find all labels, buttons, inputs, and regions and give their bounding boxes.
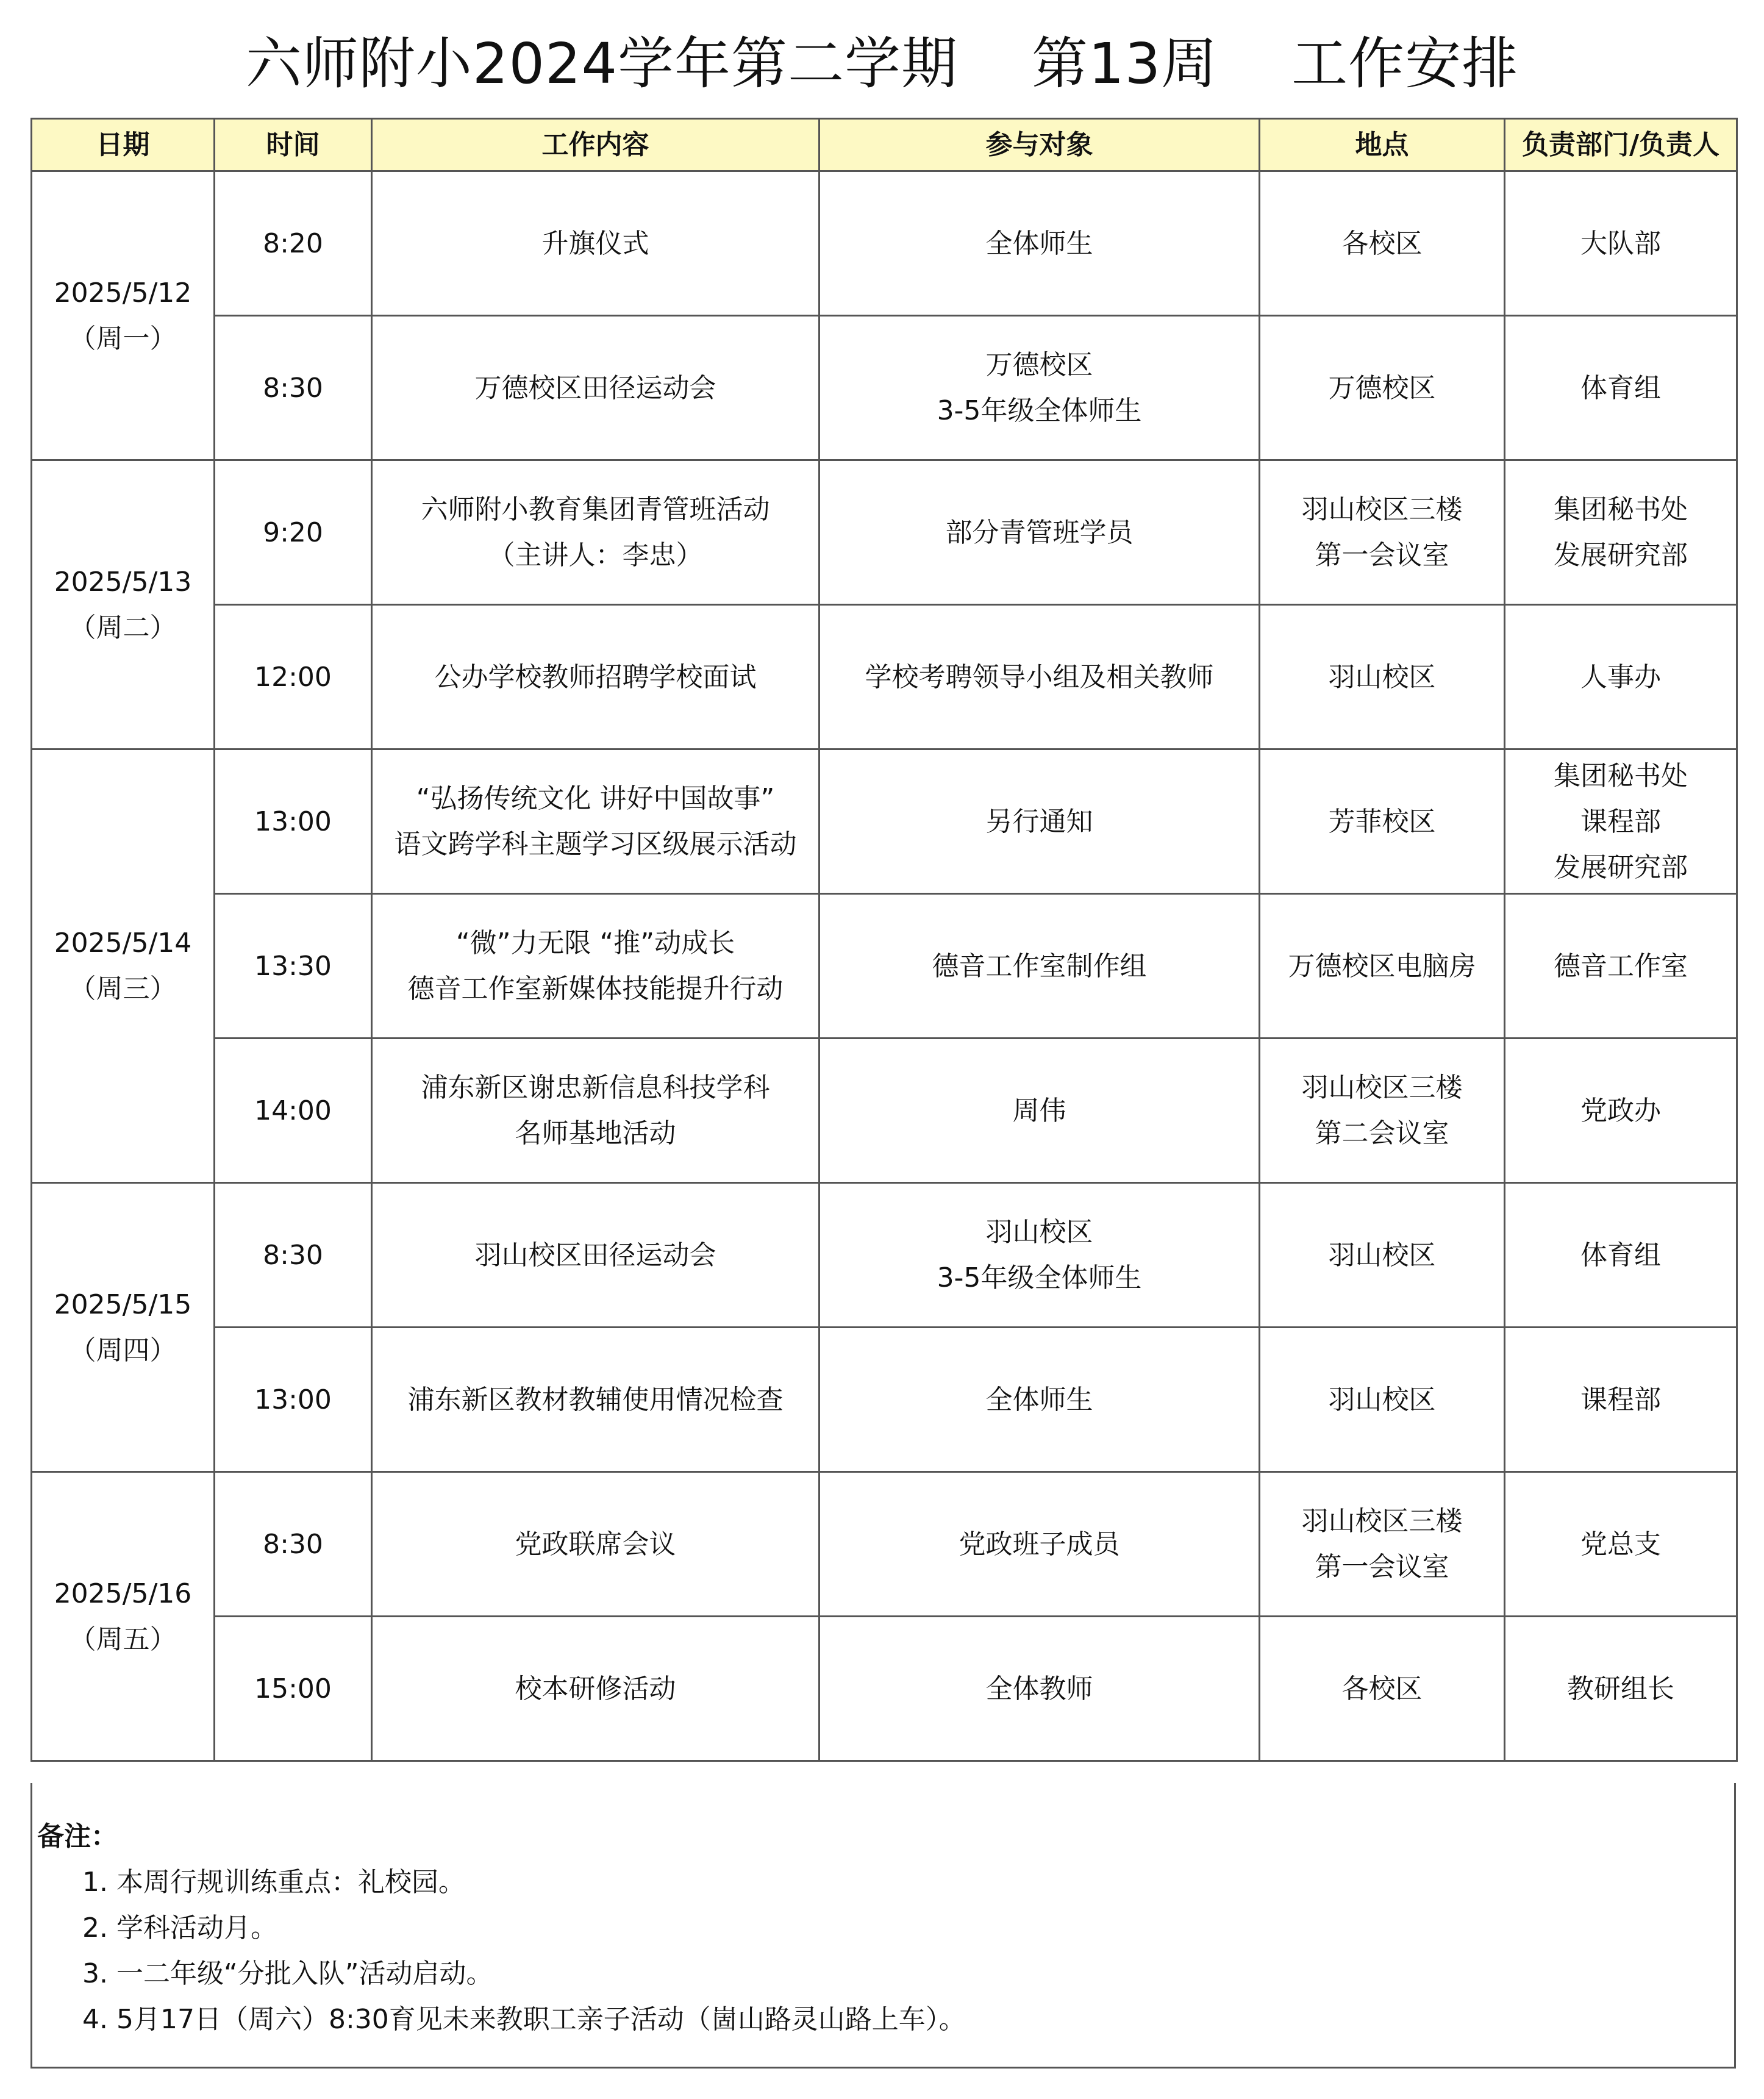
content-cell: 公办学校教师招聘学校面试 bbox=[372, 605, 820, 749]
location-cell: 各校区 bbox=[1260, 171, 1505, 316]
content-cell: 浦东新区谢忠新信息科技学科 名师基地活动 bbox=[372, 1039, 820, 1183]
schedule-table bbox=[30, 118, 1738, 1762]
dept-cell: 教研组长 bbox=[1505, 1617, 1737, 1761]
table-row bbox=[32, 1617, 1737, 1761]
participants-cell: 另行通知 bbox=[820, 749, 1260, 894]
participants-cell: 周伟 bbox=[820, 1039, 1260, 1183]
location-cell: 芳菲校区 bbox=[1260, 749, 1505, 894]
location-cell: 羽山校区 bbox=[1260, 605, 1505, 749]
header-dept: 负责部门/负责人 bbox=[1505, 119, 1737, 171]
date-cell: 2025/5/14 （周三） bbox=[32, 749, 215, 1183]
table-row bbox=[32, 1183, 1737, 1328]
dept-cell: 集团秘书处 发展研究部 bbox=[1505, 460, 1737, 605]
content-cell: 浦东新区教材教辅使用情况检查 bbox=[372, 1328, 820, 1472]
dept-cell: 体育组 bbox=[1505, 316, 1737, 460]
note-item: 2. 学科活动月。 bbox=[82, 1912, 277, 1943]
participants-cell: 德音工作室制作组 bbox=[820, 894, 1260, 1039]
participants-cell: 部分青管班学员 bbox=[820, 460, 1260, 605]
date-cell: 2025/5/16 （周五） bbox=[32, 1472, 215, 1761]
header-time: 时间 bbox=[215, 119, 372, 171]
table-row bbox=[32, 1039, 1737, 1183]
time-cell: 15:00 bbox=[215, 1617, 372, 1761]
table-row bbox=[32, 749, 1737, 894]
participants-cell: 万德校区 3-5年级全体师生 bbox=[820, 316, 1260, 460]
time-cell: 13:00 bbox=[215, 1328, 372, 1472]
table-row bbox=[32, 1472, 1737, 1617]
dept-cell: 课程部 bbox=[1505, 1328, 1737, 1472]
location-cell: 羽山校区三楼 第二会议室 bbox=[1260, 1039, 1505, 1183]
table-row bbox=[32, 460, 1737, 605]
participants-cell: 全体师生 bbox=[820, 1328, 1260, 1472]
content-cell: 升旗仪式 bbox=[372, 171, 820, 316]
time-cell: 8:30 bbox=[215, 316, 372, 460]
dept-cell: 大队部 bbox=[1505, 171, 1737, 316]
content-cell: “弘扬传统文化 讲好中国故事” 语文跨学科主题学习区级展示活动 bbox=[372, 749, 820, 894]
content-cell: 六师附小教育集团青管班活动 （主讲人：李忠） bbox=[372, 460, 820, 605]
time-cell: 8:30 bbox=[215, 1472, 372, 1617]
header-content: 工作内容 bbox=[372, 119, 820, 171]
participants-cell: 学校考聘领导小组及相关教师 bbox=[820, 605, 1260, 749]
header-row bbox=[32, 119, 1737, 171]
header-location: 地点 bbox=[1260, 119, 1505, 171]
dept-cell: 党政办 bbox=[1505, 1039, 1737, 1183]
location-cell: 羽山校区三楼 第一会议室 bbox=[1260, 460, 1505, 605]
participants-cell: 羽山校区 3-5年级全体师生 bbox=[820, 1183, 1260, 1328]
location-cell: 万德校区 bbox=[1260, 316, 1505, 460]
header-date: 日期 bbox=[32, 119, 215, 171]
notes-list bbox=[82, 1859, 966, 2042]
page-title: 六师附小2024学年第二学期 第13周 工作安排 bbox=[245, 31, 1519, 96]
time-cell: 9:20 bbox=[215, 460, 372, 605]
header-participants: 参与对象 bbox=[820, 119, 1260, 171]
time-cell: 13:30 bbox=[215, 894, 372, 1039]
notes-title: 备注： bbox=[37, 1821, 118, 1852]
location-cell: 各校区 bbox=[1260, 1617, 1505, 1761]
table-row bbox=[32, 605, 1737, 749]
time-cell: 13:00 bbox=[215, 749, 372, 894]
dept-cell: 党总支 bbox=[1505, 1472, 1737, 1617]
table-row bbox=[32, 316, 1737, 460]
time-cell: 12:00 bbox=[215, 605, 372, 749]
date-cell: 2025/5/15 （周四） bbox=[32, 1183, 215, 1472]
time-cell: 8:20 bbox=[215, 171, 372, 316]
participants-cell: 全体师生 bbox=[820, 171, 1260, 316]
note-item: 1. 本周行规训练重点：礼校园。 bbox=[82, 1867, 465, 1898]
time-cell: 8:30 bbox=[215, 1183, 372, 1328]
location-cell: 羽山校区 bbox=[1260, 1183, 1505, 1328]
note-item: 4. 5月17日（周六）8:30育见未来教职工亲子活动（崮山路灵山路上车）。 bbox=[82, 2004, 966, 2035]
location-cell: 羽山校区三楼 第一会议室 bbox=[1260, 1472, 1505, 1617]
participants-cell: 党政班子成员 bbox=[820, 1472, 1260, 1617]
participants-cell: 全体教师 bbox=[820, 1617, 1260, 1761]
content-cell: 党政联席会议 bbox=[372, 1472, 820, 1617]
date-cell: 2025/5/12 （周一） bbox=[32, 171, 215, 460]
table-row bbox=[32, 1328, 1737, 1472]
time-cell: 14:00 bbox=[215, 1039, 372, 1183]
content-cell: “微”力无限 “推”动成长 德音工作室新媒体技能提升行动 bbox=[372, 894, 820, 1039]
notes-section bbox=[30, 1783, 1736, 2069]
content-cell: 万德校区田径运动会 bbox=[372, 316, 820, 460]
dept-cell: 德音工作室 bbox=[1505, 894, 1737, 1039]
location-cell: 万德校区电脑房 bbox=[1260, 894, 1505, 1039]
date-cell: 2025/5/13 （周二） bbox=[32, 460, 215, 749]
dept-cell: 集团秘书处 课程部 发展研究部 bbox=[1505, 749, 1737, 894]
location-cell: 羽山校区 bbox=[1260, 1328, 1505, 1472]
table-row bbox=[32, 171, 1737, 316]
note-item: 3. 一二年级“分批入队”活动启动。 bbox=[82, 1958, 493, 1989]
table-row bbox=[32, 894, 1737, 1039]
content-cell: 羽山校区田径运动会 bbox=[372, 1183, 820, 1328]
content-cell: 校本研修活动 bbox=[372, 1617, 820, 1761]
dept-cell: 体育组 bbox=[1505, 1183, 1737, 1328]
dept-cell: 人事办 bbox=[1505, 605, 1737, 749]
